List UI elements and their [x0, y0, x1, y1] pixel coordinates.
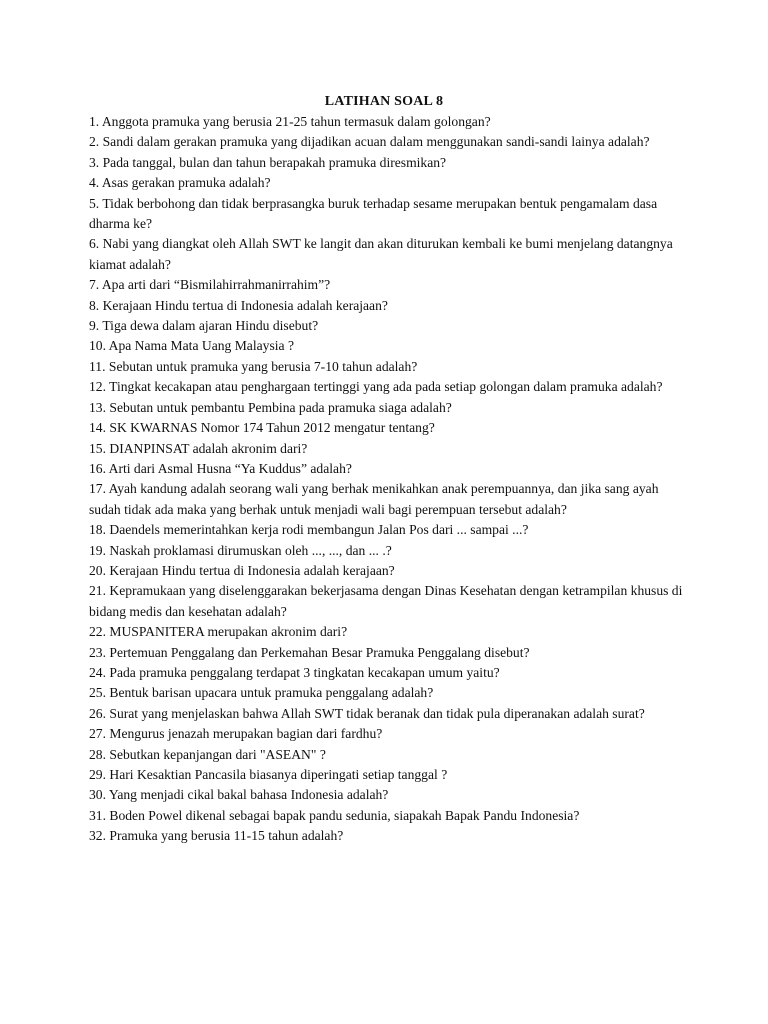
question-item: 23. Pertemuan Penggalang dan Perkemahan Besar Pramuka Penggalang disebut?: [89, 644, 530, 660]
question-item: 14. SK KWARNAS Nomor 174 Tahun 2012 mengatur tentang?: [89, 420, 435, 436]
question-item: 20. Kerajaan Hindu tertua di Indonesia adalah kerajaan?: [89, 562, 395, 578]
question-item: 7. Apa arti dari “Bismilahirrahmanirrahim”?: [89, 277, 331, 293]
question-item: 26. Surat yang menjelaskan bahwa Allah SWT tidak beranak dan tidak pula diperanakan adalah surat?: [89, 705, 645, 721]
question-item: 12. Tingkat kecakapan atau penghargaan tertinggi yang ada pada setiap golongan dalam pramuka adalah?: [89, 379, 663, 395]
question-item: 11. Sebutan untuk pramuka yang berusia 7-10 tahun adalah?: [89, 358, 418, 374]
question-list: [89, 112, 685, 847]
question-item: 32. Pramuka yang berusia 11-15 tahun adalah?: [89, 828, 344, 844]
question-item: 1. Anggota pramuka yang berusia 21-25 tahun termasuk dalam golongan?: [89, 114, 491, 129]
question-item: 28. Sebutkan kepanjangan dari "ASEAN" ?: [89, 746, 326, 762]
question-item: 21. Kepramukaan yang diselenggarakan bekerjasama dengan Dinas Kesehatan dengan ketrampilan khusus di bidang medis dan kesehatan adalah?: [89, 583, 683, 619]
question-item: 27. Mengurus jenazah merupakan bagian dari fardhu?: [89, 726, 383, 742]
question-item: 29. Hari Kesaktian Pancasila biasanya diperingati setiap tanggal ?: [89, 767, 448, 782]
question-item: 10. Apa Nama Mata Uang Malaysia ?: [89, 338, 294, 354]
question-item: 30. Yang menjadi cikal bakal bahasa Indonesia adalah?: [89, 787, 389, 803]
question-item: 25. Bentuk barisan upacara untuk pramuka penggalang adalah?: [89, 685, 434, 701]
question-item: 8. Kerajaan Hindu tertua di Indonesia adalah kerajaan?: [89, 297, 388, 313]
question-item: 22. MUSPANITERA merupakan akronim dari?: [89, 624, 348, 640]
question-item: 17. Ayah kandung adalah seorang wali yang berhak menikahkan anak perempuannya, dan jika sang ayah sudah tidak ada maka yang berhak untuk menjadi wali bagi perempuan tersebut adalah?: [89, 481, 659, 517]
question-item: 9. Tiga dewa dalam ajaran Hindu disebut?: [89, 318, 319, 334]
question-item: 24. Pada pramuka penggalang terdapat 3 tingkatan kecakapan umum yaitu?: [89, 664, 500, 680]
question-item: 13. Sebutan untuk pembantu Pembina pada pramuka siaga adalah?: [89, 399, 452, 415]
question-item: 6. Nabi yang diangkat oleh Allah SWT ke langit dan akan diturukan kembali ke bumi menjelang datangnya kiamat adalah?: [89, 236, 673, 272]
question-item: 15. DIANPINSAT adalah akronim dari?: [89, 440, 308, 456]
question-item: 3. Pada tanggal, bulan dan tahun berapakah pramuka diresmikan?: [89, 154, 447, 170]
question-item: 5. Tidak berbohong dan tidak berprasangka buruk terhadap sesame merupakan bentuk pengamalam dasa dharma ke?: [89, 195, 658, 232]
question-item: 19. Naskah proklamasi dirumuskan oleh ..., ..., dan ... .?: [89, 542, 392, 558]
question-item: 4. Asas gerakan pramuka adalah?: [89, 175, 271, 191]
question-item: 18. Daendels memerintahkan kerja rodi membangun Jalan Pos dari ... sampai ...?: [89, 522, 529, 538]
document-title: LATIHAN SOAL 8: [324, 94, 444, 109]
question-item: 16. Arti dari Asmal Husna “Ya Kuddus” adalah?: [89, 460, 352, 476]
question-item: 2. Sandi dalam gerakan pramuka yang dijadikan acuan dalam menggunakan sandi-sandi lainya adalah?: [89, 134, 650, 150]
question-item: 31. Boden Powel dikenal sebagai bapak pandu sedunia, siapakah Bapak Pandu Indonesia?: [89, 807, 580, 823]
